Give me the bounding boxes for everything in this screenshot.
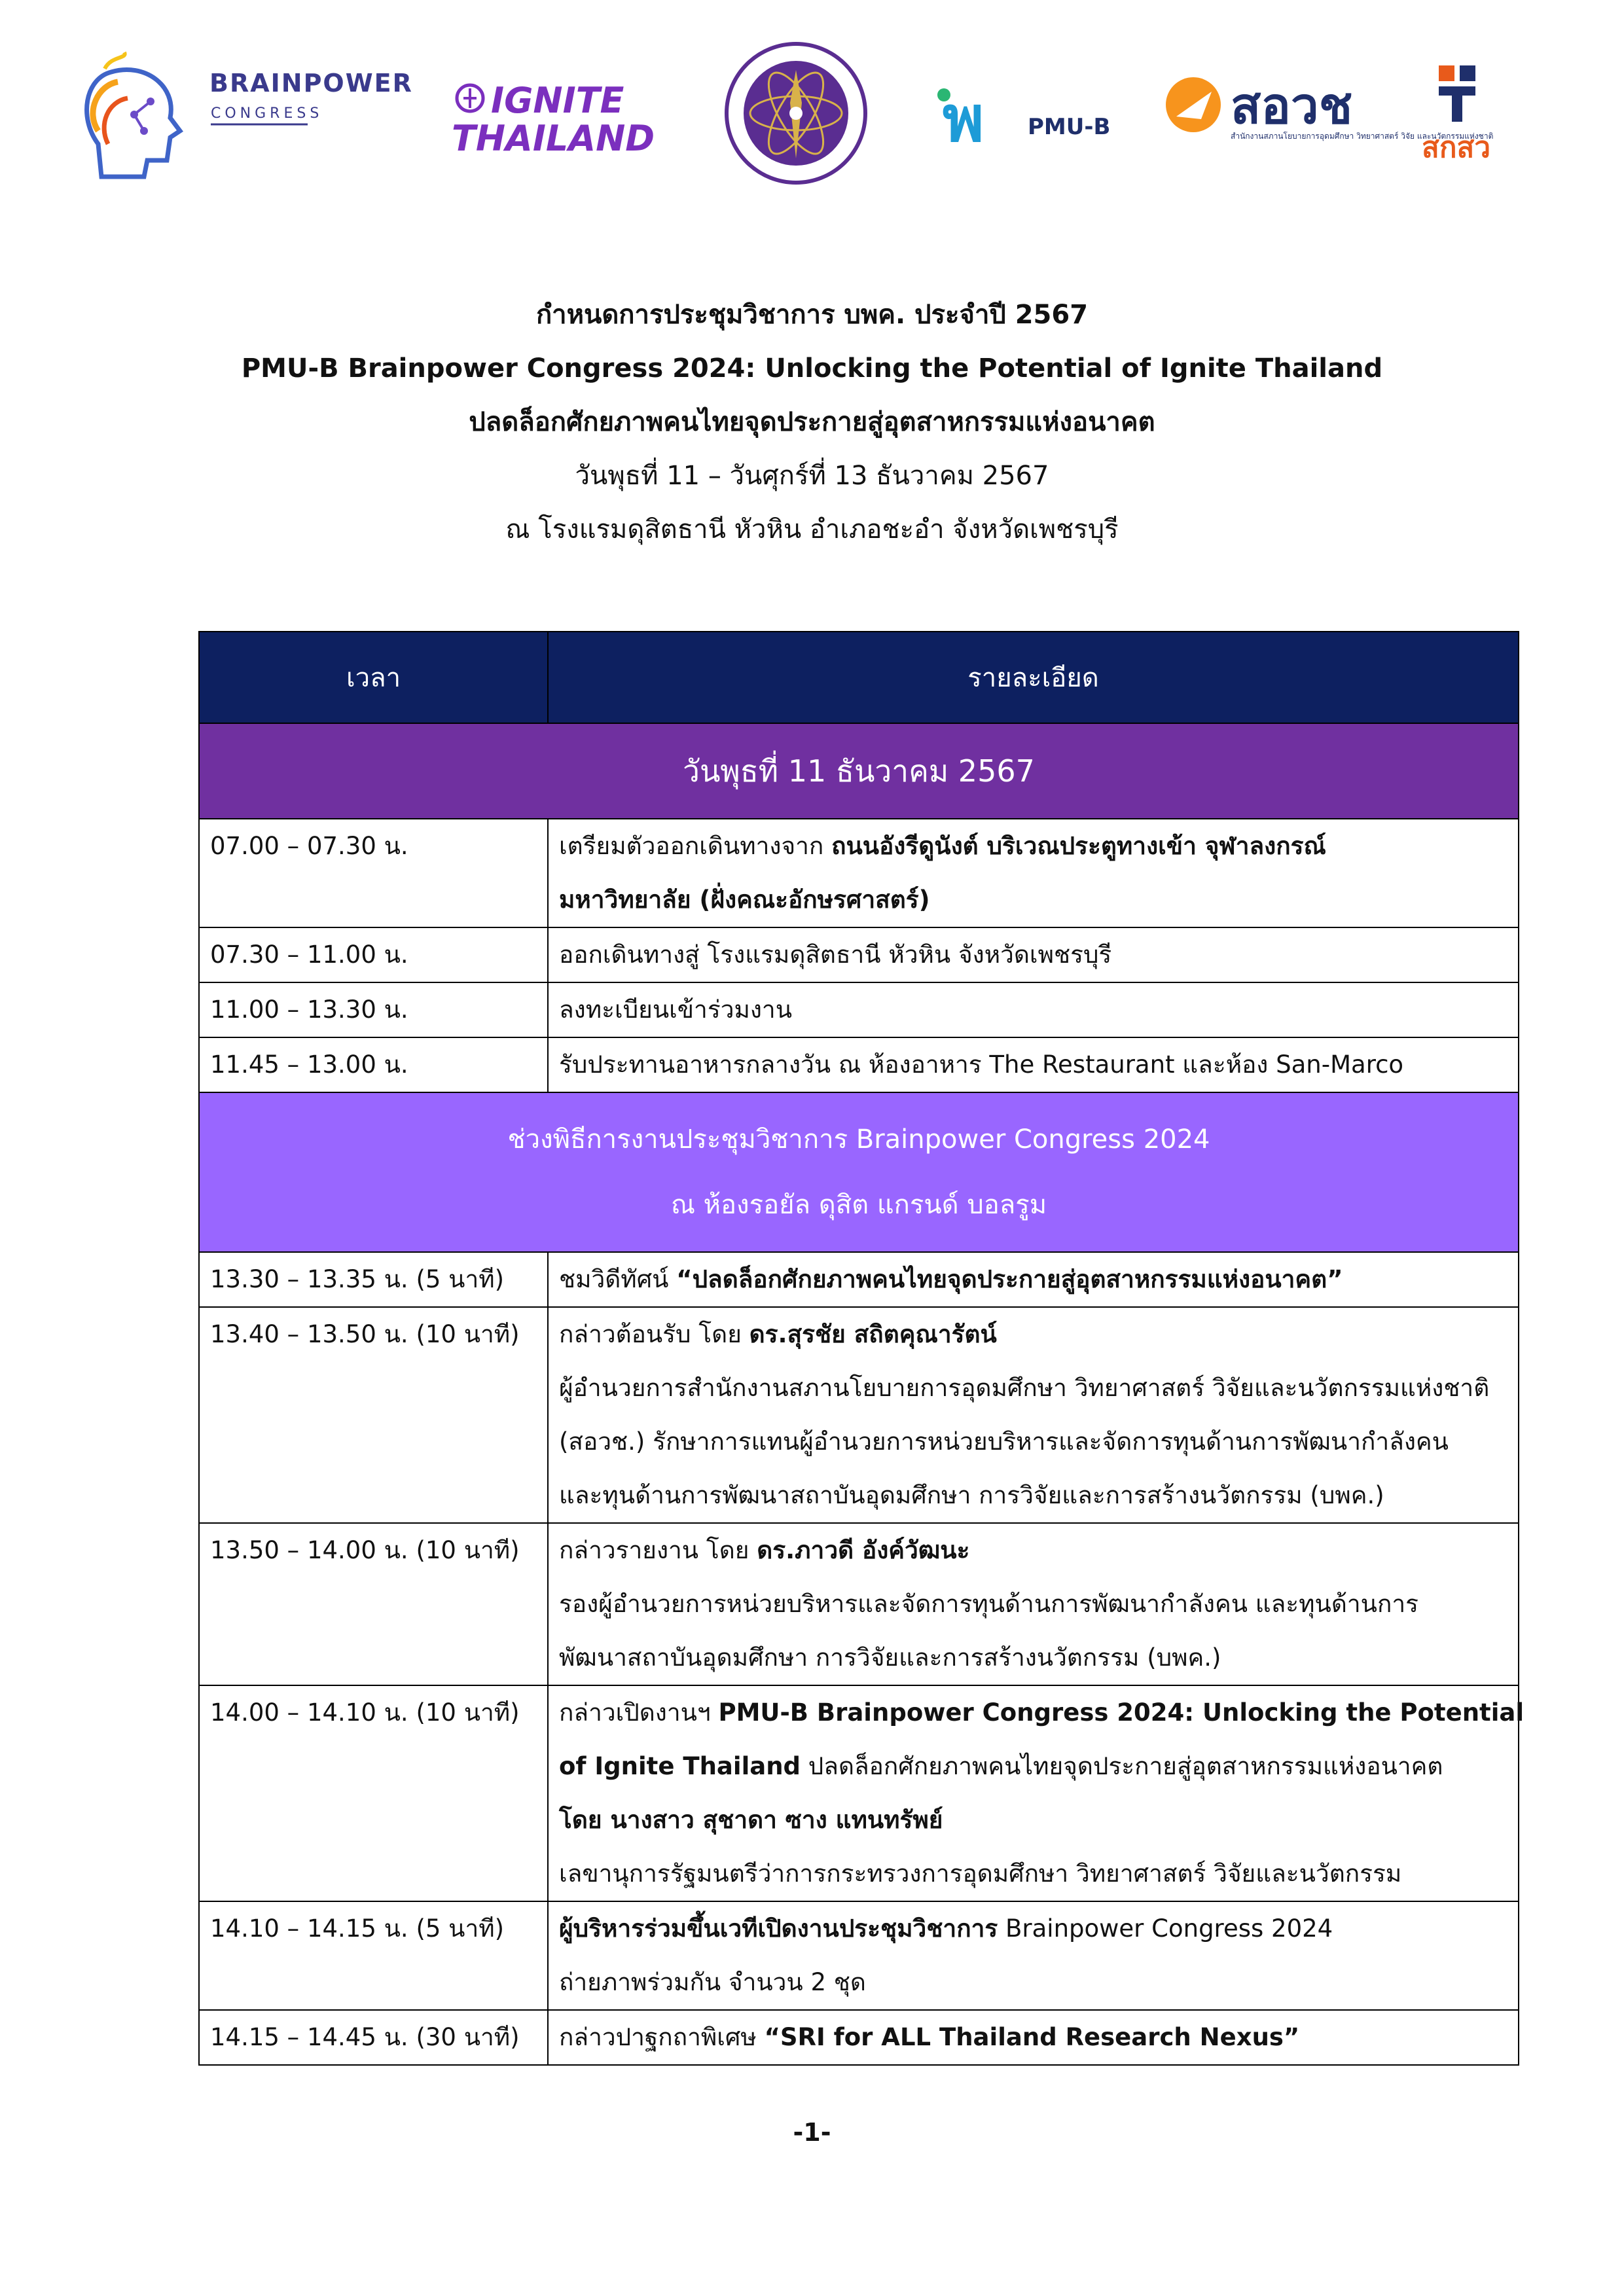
detail-text: ชมวิดีทัศน์ [559,1265,677,1293]
row-detail-line [559,819,1507,873]
sorkorsorwor-logo [1414,59,1512,164]
table-row [199,982,1519,1037]
detail-bold-text: PMU-B Brainpower Congress 2024: Unlocking the Potential [718,1698,1525,1727]
row-detail [548,1685,1525,1901]
row-detail-line [559,1740,1507,1793]
detail-bold-text: “SRI for ALL Thailand Research Nexus” [764,2023,1300,2051]
row-detail-line [559,1902,1507,1956]
sorwor-logo-sub: สำนักงานสภานโยบายการอุดมศึกษา วิทยาศาสตร์ วิจัย และนวัตกรรมแห่งชาติ [1231,132,1494,141]
brainpower-congress-logo [72,52,412,190]
detail-bold-text: ถนนอังรีดูนังต์ บริเวณประตูทางเข้า จุฬาลงกรณ์ [831,832,1326,860]
speaker-name: ดร.ภาวดี อังค์วัฒนะ [757,1536,970,1564]
row-detail [548,819,1519,927]
row-detail-line [559,1524,1507,1577]
section-heading-line-1: ช่วงพิธีการงานประชุมวิชาการ Brainpower Congress 2024 [507,1124,1210,1155]
detail-bold-text: ผู้บริหารร่วมขึ้นเวทีเปิดงานประชุมวิชาการ [559,1914,998,1943]
row-detail-line: รองผู้อำนวยการหน่วยบริหารและจัดการทุนด้านการพัฒนากำลังคน และทุนด้านการ [559,1590,1418,1618]
detail-text: กล่าวเปิดงานฯ [559,1698,719,1727]
row-detail [548,1307,1519,1523]
row-detail-line: และทุนด้านการพัฒนาสถาบันอุดมศึกษา การวิจัยและการสร้างนวัตกรรม (บพค.) [559,1481,1384,1509]
table-row [199,2010,1519,2065]
ministry-seal-logo [723,41,869,186]
speaker-name: โดย นางสาว สุชาดา ซาง แทนทรัพย์ [559,1806,943,1834]
section-heading [199,1092,1519,1252]
table-row [199,1901,1519,2010]
ignite-thailand-logo [445,79,681,157]
pmu-b-logo [929,62,1126,160]
header-detail: รายละเอียด [548,632,1519,723]
detail-text: กล่าวต้อนรับ โดย [559,1320,749,1348]
row-detail [548,1901,1519,2010]
day-heading: วันพุธที่ 11 ธันวาคม 2567 [199,723,1519,819]
table-row [199,1685,1519,1901]
brainpower-logo-sub: CONGRESS [211,105,323,122]
table-row [199,1307,1519,1523]
row-detail-line [559,1253,1507,1306]
row-time: 11.00 – 13.30 น. [199,982,548,1037]
detail-text: กล่าวปาฐกถาพิเศษ [559,2023,765,2051]
detail-text: กล่าวรายงาน โดย [559,1536,757,1564]
row-time: 14.00 – 14.10 น. (10 นาที) [199,1685,548,1901]
row-detail: รับประทานอาหารกลางวัน ณ ห้องอาหาร The Restaurant และห้อง San-Marco [548,1037,1519,1092]
row-time: 14.15 – 14.45 น. (30 นาที) [199,2010,548,2065]
row-time: 07.00 – 07.30 น. [199,819,548,927]
row-detail [548,1252,1519,1307]
header-time: เวลา [199,632,548,723]
row-detail: ออกเดินทางสู่ โรงแรมดุสิตธานี หัวหิน จังหวัดเพชรบุรี [548,927,1519,982]
row-detail-line: ผู้อำนวยการสำนักงานสภานโยบายการอุดมศึกษา วิทยาศาสตร์ วิจัยและนวัตกรรมแห่งชาติ [559,1374,1490,1402]
brainpower-logo-word: BRAINPOWER [209,69,413,98]
detail-bold-text: of Ignite Thailand [559,1752,801,1780]
row-detail [548,2010,1519,2065]
table-row [199,819,1519,927]
title-line-3: ปลดล็อกศักยภาพคนไทยจุดประกายสู่อุตสาหกรรมแห่งอนาคต [469,407,1155,437]
row-detail-line [559,2011,1507,2064]
row-detail-line: เลขานุการรัฐมนตรีว่าการกระทรวงการอุดมศึกษา วิทยาศาสตร์ วิจัยและนวัตกรรม [559,1859,1402,1888]
table-row [199,927,1519,982]
row-detail: ลงทะเบียนเข้าร่วมงาน [548,982,1519,1037]
title-line-1: กำหนดการประชุมวิชาการ บพค. ประจำปี 2567 [535,300,1089,330]
speaker-name: ดร.สุรชัย สถิตคุณารัตน์ [749,1320,997,1348]
page-number: -1- [793,2118,831,2147]
sorkorsorwor-logo-word: สกสว [1422,131,1491,164]
title-date-line: วันพุธที่ 11 – วันศุกร์ที่ 13 ธันวาคม 2567 [575,461,1049,491]
row-detail-line: ถ่ายภาพร่วมกัน จำนวน 2 ชุด [559,1968,866,1996]
detail-text: Brainpower Congress 2024 [998,1914,1333,1943]
row-time: 11.45 – 13.00 น. [199,1037,548,1092]
row-detail [548,1523,1519,1685]
row-time: 14.10 – 14.15 น. (5 นาที) [199,1901,548,2010]
ignite-logo-word: IGNITE [491,80,624,121]
schedule-table [198,631,1525,2066]
table-row [199,1037,1519,1092]
row-detail-line: มหาวิทยาลัย (ฝั่งคณะอักษรศาสตร์) [559,886,930,914]
detail-text: ปลดล็อกศักยภาพคนไทยจุดประกายสู่อุตสาหกรรมแห่งอนาคต [801,1752,1443,1780]
detail-text: เตรียมตัวออกเดินทางจาก [559,832,832,860]
row-time: 13.50 – 14.00 น. (10 นาที) [199,1523,548,1685]
table-header-row [199,632,1519,723]
row-detail-line [559,1686,1525,1740]
row-detail-line: พัฒนาสถาบันอุดมศึกษา การวิจัยและการสร้างนวัตกรรม (บพค.) [559,1643,1221,1672]
logo-bar [0,0,1624,196]
section-heading-line-2: ณ ห้องรอยัล ดุสิต แกรนด์ บอลรูม [670,1190,1047,1220]
document-title-block [0,288,1624,556]
pmu-b-logo-mark: พ [943,82,984,156]
detail-bold-text: “ปลดล็อกศักยภาพคนไทยจุดประกายสู่อุตสาหกรรมแห่งอนาคต” [676,1265,1343,1293]
thailand-logo-word: THAILAND [452,118,655,159]
row-detail-line [559,1308,1507,1361]
table-row [199,1252,1519,1307]
sorwor-logo-word: สอวช [1231,77,1353,135]
row-time: 13.30 – 13.35 น. (5 นาที) [199,1252,548,1307]
section-heading-row [199,1092,1519,1252]
day-heading-row [199,723,1519,819]
row-time: 07.30 – 11.00 น. [199,927,548,982]
row-time: 13.40 – 13.50 น. (10 นาที) [199,1307,548,1523]
pmu-b-logo-word: PMU-B [1028,114,1111,140]
table-row [199,1523,1519,1685]
row-detail-line: (สอวช.) รักษาการแทนผู้อำนวยการหน่วยบริหารและจัดการทุนด้านการพัฒนากำลังคน [559,1427,1449,1456]
title-venue-line: ณ โรงแรมดุสิตธานี หัวหิน อำเภอชะอำ จังหวัดเพชรบุรี [505,514,1119,545]
title-line-2: PMU-B Brainpower Congress 2024: Unlocking the Potential of Ignite Thailand [241,353,1383,384]
